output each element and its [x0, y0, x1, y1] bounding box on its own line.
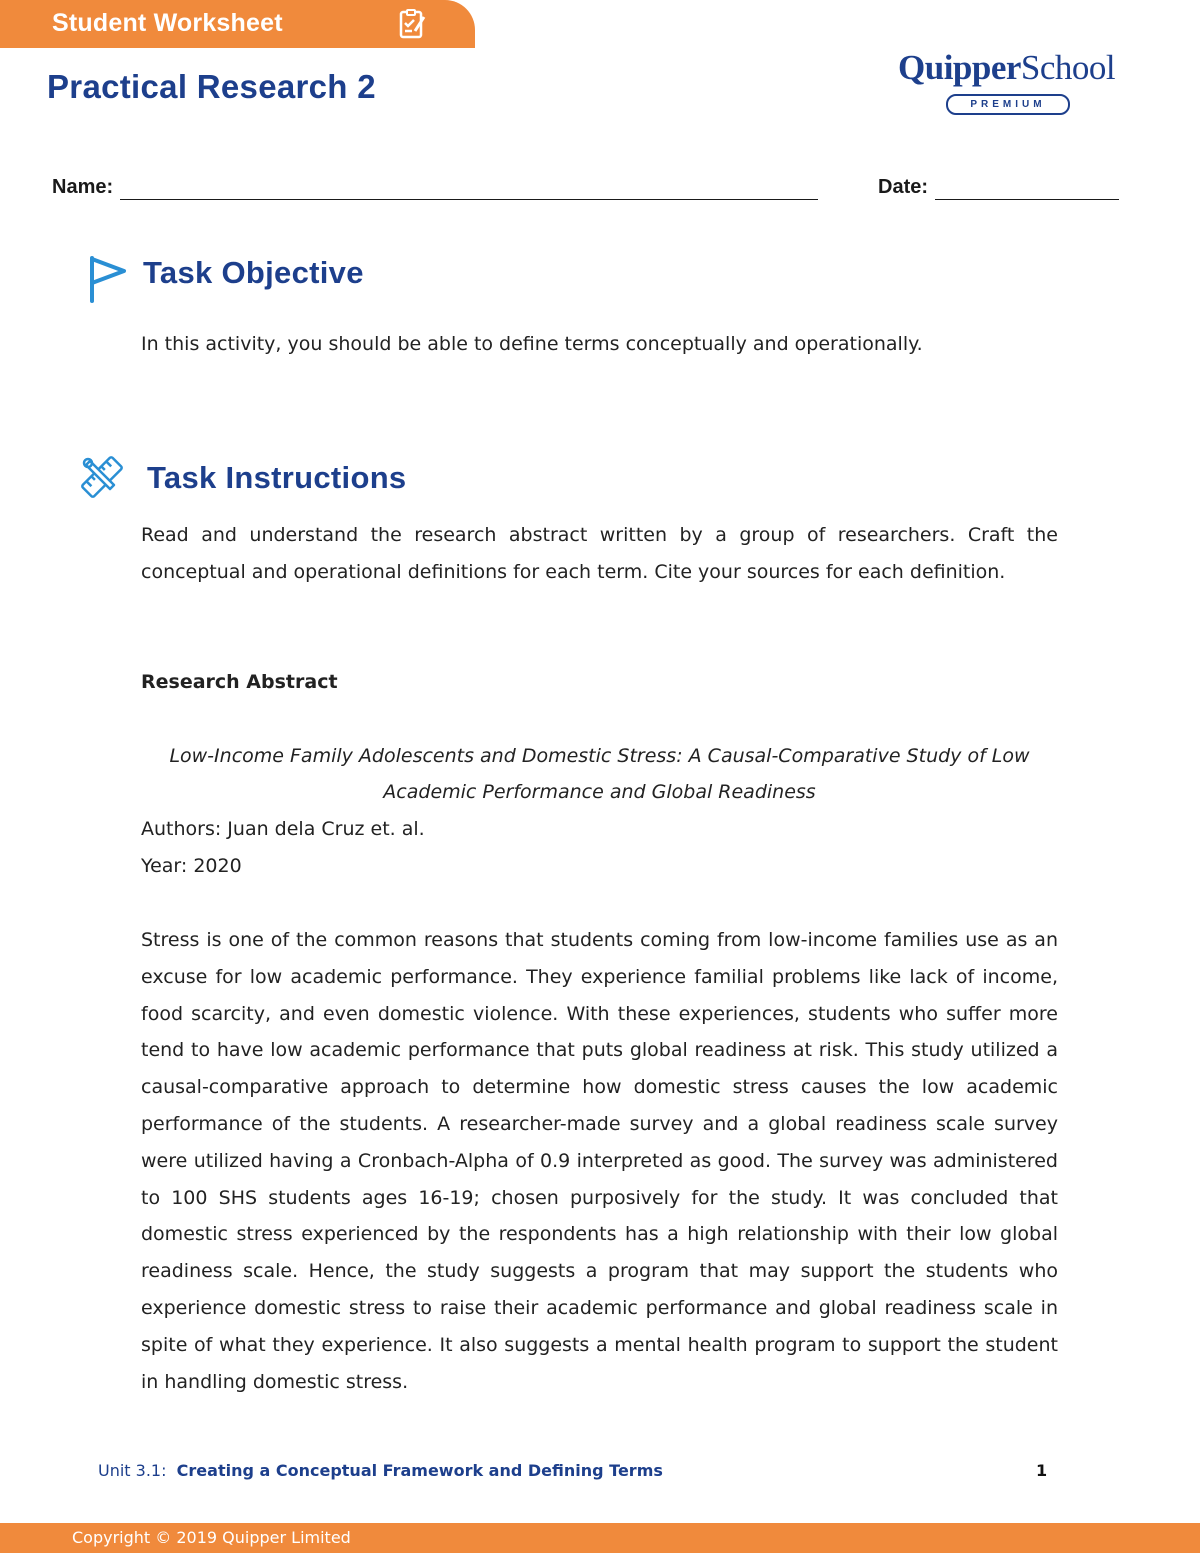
page-title: Practical Research 2 [47, 68, 376, 105]
abstract-authors: Authors: Juan dela Cruz et. al. [141, 818, 425, 840]
page-number: 1 [1036, 1461, 1048, 1480]
worksheet-check-icon [398, 9, 428, 39]
header-tab [0, 0, 475, 48]
abstract-title-line-1: Low-Income Family Adolescents and Domestic Stress: A Causal-Comparative Study of Low [169, 745, 1030, 767]
instructions-text: Read and understand the research abstract written by a group of researchers. Craft the conceptual and operational definitions for each term. Cite your sources for each definition. [141, 524, 1058, 583]
task-instructions-title: Task Instructions [147, 460, 407, 495]
abstract-year: Year: 2020 [141, 855, 242, 877]
abstract-body: Stress is one of the common reasons that students coming from low-income families use as an excuse for low academic performance. They experience familial problems like lack of income, food scarcity, and even domestic violence. With these experiences, students who suffer more tend to have low academic performance that puts global readiness at risk. This study utilized a causal-comparative approach to determine how domestic stress causes the low academic performance of the students. A researcher-made survey and a global readiness scale survey were utilized having a Cronbach-Alpha of 0.9 interpreted as good. The survey was administered to 100 SHS students ages 16-19; chosen purposively for the study. It was concluded that domestic stress experienced by the respondents has a high relationship with their low global readiness scale. Hence, the study suggests a program that may support the students who experience domestic stress to raise their academic performance and global readiness scale in spite of what they experience. It also suggests a mental health program to support the student in handling domestic stress. [141, 929, 1058, 1393]
abstract-title-line-2: Academic Performance and Global Readiness [383, 781, 816, 803]
premium-badge: PREMIUM [946, 94, 1070, 115]
objective-text: In this activity, you should be able to define terms conceptually and operationally. [141, 333, 923, 355]
flag-icon [86, 254, 128, 304]
logo-wordmark: QuipperSchool [898, 48, 1116, 87]
name-field[interactable] [120, 199, 818, 200]
name-label: Name: [52, 176, 114, 198]
footer-unit [98, 1461, 663, 1480]
date-field[interactable] [935, 199, 1119, 200]
task-objective-title: Task Objective [143, 255, 364, 290]
worksheet-label: Student Worksheet [52, 9, 283, 37]
tools-icon [76, 451, 128, 503]
quipper-school-logo [898, 48, 1120, 118]
date-label: Date: [878, 176, 929, 198]
unit-number: Unit 3.1: [98, 1461, 167, 1480]
copyright-text: Copyright © 2019 Quipper Limited [72, 1528, 351, 1547]
unit-title: Creating a Conceptual Framework and Defining Terms [176, 1461, 663, 1480]
footer-bar [0, 1523, 1200, 1553]
research-abstract-heading: Research Abstract [141, 671, 338, 693]
